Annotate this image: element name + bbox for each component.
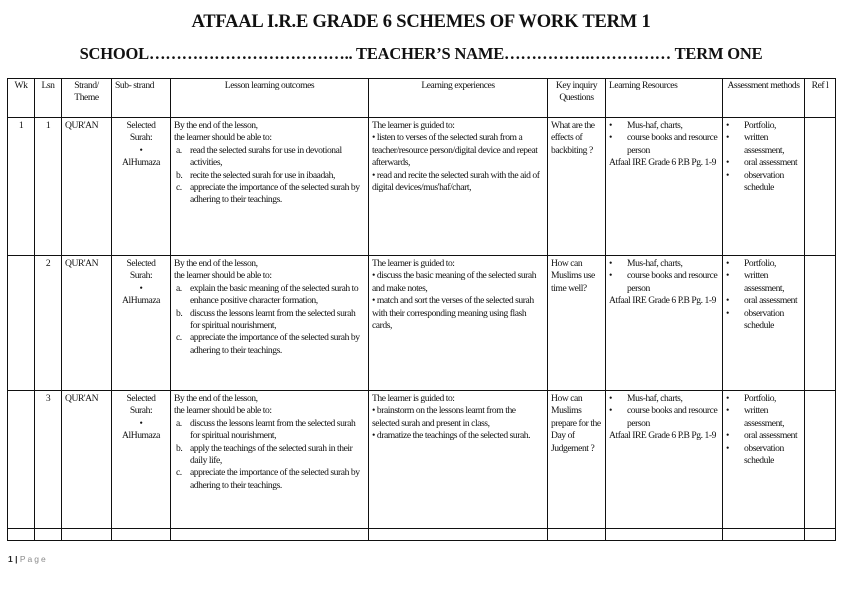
key-inquiry-cell: What are the effects of backbiting ? <box>548 118 606 256</box>
outcome-item: a. read the selected surahs for use in devotional activities, <box>176 144 342 169</box>
experience-item: • match and sort the verses of the selected surah with their corresponding meaning using flash cards, <box>372 295 534 332</box>
outcome-item: b. discuss the lessons learnt from the selected surah for spiritual nourishment, <box>176 307 356 332</box>
col-header-substrand: Sub- strand <box>112 79 171 118</box>
outcomes-cell: By the end of the lesson, the learner should be able to: a. explain the basic meaning of the selected surah to enhance positive character formation, b. discuss the lessons learnt from the selected surah for spiritual nourishment, c. appreciate the importance of the selected surah by adhering to their teachings. <box>171 256 369 391</box>
experience-item: • discuss the basic meaning of the selected surah and make notes, <box>372 270 537 294</box>
page-label: Page <box>19 554 48 564</box>
assessment-cell <box>723 118 805 256</box>
assessment-item: • Portfolio, <box>744 120 801 132</box>
assessment-cell <box>723 256 805 391</box>
substrand-cell: Selected Surah: • AlHumaza <box>112 391 171 529</box>
assessment-item: • observation schedule <box>744 443 801 468</box>
col-header-assessment: Assessment methods <box>723 79 805 118</box>
resource-item: • Mus-haf, charts, <box>627 393 719 405</box>
experiences-cell: The learner is guided to: • brainstorm on the lessons learnt from the selected surah and present in class, • dramatize the teachings of the selected surah. <box>369 391 548 529</box>
assessment-item: • oral assessment <box>744 430 801 442</box>
experience-item: • listen to verses of the selected surah from a teacher/resource person/digital device and repeat afterwards, <box>372 132 538 169</box>
resources-cell <box>606 256 723 391</box>
col-header-week: Wk <box>8 79 35 118</box>
week-cell <box>8 256 35 391</box>
resource-item: • course books and resource person <box>627 270 719 295</box>
week-cell: 1 <box>8 118 35 256</box>
reflection-cell[interactable] <box>805 391 836 529</box>
footer-separator: | <box>15 554 18 564</box>
substrand-cell: Selected Surah: • AlHumaza <box>112 118 171 256</box>
table-row <box>8 256 836 391</box>
outcome-item: b. apply the teachings of the selected surah in their daily life, <box>176 442 353 467</box>
assessment-item: • written assessment, <box>744 270 801 295</box>
outcome-item: c. appreciate the importance of the selected surah by adhering to their teachings. <box>176 332 360 356</box>
assessment-item: • observation schedule <box>744 170 801 195</box>
document-title: ATFAAL I.R.E GRADE 6 SCHEMES OF WORK TERM 1 <box>191 12 651 32</box>
outcomes-cell: By the end of the lesson, the learner should be able to: a. discuss the lessons learnt from the selected surah for spiritual nourishment, b. apply the teachings of the selected surah in their daily life, c. appreciate the importance of the selected surah by adhering to their teachings. <box>171 391 369 529</box>
week-cell <box>8 391 35 529</box>
assessment-item: • oral assessment <box>744 295 801 307</box>
lesson-cell: 3 <box>35 391 62 529</box>
empty-table-row <box>8 529 836 541</box>
substrand-cell: Selected Surah: • AlHumaza <box>112 256 171 391</box>
table-row <box>8 118 836 256</box>
col-header-lesson: Lsn <box>35 79 62 118</box>
col-header-key-inquiry: Key inquiry Questions <box>548 79 606 118</box>
outcomes-cell: By the end of the lesson, the learner should be able to: a. read the selected surahs for use in devotional activities, b. recite the selected surah for use in ibaadah, c. appreciate the importance of the selected surah by adhering to their teachings. <box>171 118 369 256</box>
strand-cell: QUR'AN <box>62 391 112 529</box>
outcome-item: a. discuss the lessons learnt from the selected surah for spiritual nourishment, <box>176 417 356 442</box>
lesson-cell: 2 <box>35 256 62 391</box>
key-inquiry-cell: How can Muslims use time well? <box>548 256 606 391</box>
bullet-icon: • <box>139 144 143 156</box>
key-inquiry-cell: How can Muslims prepare for the Day of Judgement ? <box>548 391 606 529</box>
strand-cell: QUR'AN <box>62 118 112 256</box>
assessment-item: • written assessment, <box>744 132 801 157</box>
table-row <box>8 391 836 529</box>
textbook-reference: Atfaal IRE Grade 6 P.B Pg. 1-9 <box>609 157 716 169</box>
resource-item: • course books and resource person <box>627 405 719 430</box>
col-header-reflection: Ref l <box>805 79 836 118</box>
col-header-outcomes: Lesson learning outcomes <box>171 79 369 118</box>
assessment-item: • oral assessment <box>744 157 801 169</box>
lesson-cell: 1 <box>35 118 62 256</box>
experiences-cell: The learner is guided to: • listen to verses of the selected surah from a teacher/resource person/digital device and repeat afterwards, • read and recite the selected surah with the aid of digital devices/mus'haf/chart, <box>369 118 548 256</box>
resource-item: • Mus-haf, charts, <box>627 120 719 132</box>
resources-cell <box>606 391 723 529</box>
page-number: 1 <box>8 554 13 564</box>
bullet-icon: • <box>139 282 143 294</box>
outcome-item: a. explain the basic meaning of the selected surah to enhance positive character formation, <box>176 282 359 307</box>
textbook-reference: Atfaal IRE Grade 6 P.B Pg. 1-9 <box>609 430 716 442</box>
outcome-item: c. appreciate the importance of the selected surah by adhering to their teachings. <box>176 182 360 206</box>
resources-cell <box>606 118 723 256</box>
assessment-item: • observation schedule <box>744 308 801 333</box>
assessment-item: • Portfolio, <box>744 258 801 270</box>
resource-item: • Mus-haf, charts, <box>627 258 719 270</box>
experiences-cell: The learner is guided to: • discuss the basic meaning of the selected surah and make notes, • match and sort the verses of the selected surah with their corresponding meaning using flash cards, <box>369 256 548 391</box>
col-header-strand: Strand/ Theme <box>62 79 112 118</box>
experience-item: • read and recite the selected surah with the aid of digital devices/mus'haf/chart, <box>372 169 540 194</box>
strand-cell: QUR'AN <box>62 256 112 391</box>
experience-item: • dramatize the teachings of the selected surah. <box>372 430 531 442</box>
document-subtitle: SCHOOL……………………………….. TEACHER’S NAME…………….…………… TERM ONE <box>79 44 763 63</box>
reflection-cell[interactable] <box>805 118 836 256</box>
textbook-reference: Atfaal IRE Grade 6 P.B Pg. 1-9 <box>609 295 716 307</box>
assessment-item: • written assessment, <box>744 405 801 430</box>
resource-item: • course books and resource person <box>627 132 719 157</box>
experience-item: • brainstorm on the lessons learnt from the selected surah and present in class, <box>372 405 516 429</box>
schemes-of-work-table <box>7 78 836 541</box>
bullet-icon: • <box>139 417 143 429</box>
outcome-item: c. appreciate the importance of the selected surah by adhering to their teachings. <box>176 467 360 491</box>
outcome-item: b. recite the selected surah for use in ibaadah, <box>176 169 335 181</box>
assessment-item: • Portfolio, <box>744 393 801 405</box>
page-footer <box>8 554 48 564</box>
col-header-experiences: Learning experiences <box>369 79 548 118</box>
reflection-cell[interactable] <box>805 256 836 391</box>
col-header-resources: Learning Resources <box>606 79 723 118</box>
assessment-cell <box>723 391 805 529</box>
table-header-row <box>8 79 836 118</box>
